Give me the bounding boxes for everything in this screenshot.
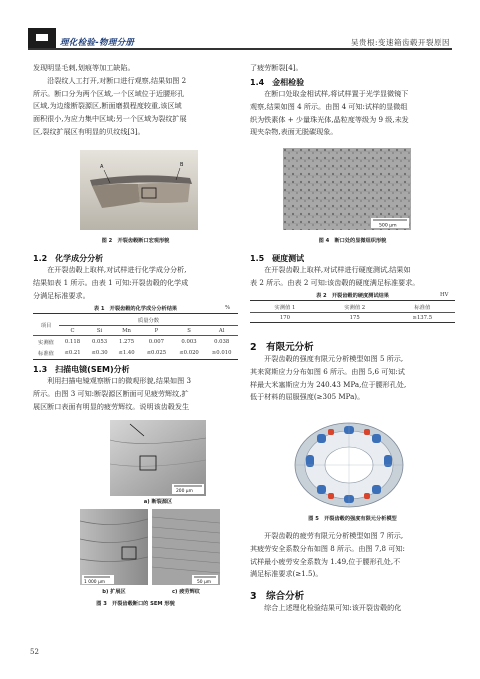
figure-3c-sem-image [152, 509, 220, 585]
table-2-col-header: 实测值 2 [344, 304, 366, 311]
table-2-caption: 表 2 开裂齿毂的硬度测试结果 [316, 293, 389, 299]
journal-logo-icon [28, 28, 56, 48]
section-1-2-paragraph: 在开裂齿毂上取样,对试样进行化学成分分析, 结果如表 1 所示。由表 1 可知:开裂齿毂的化学成 分满足标准要求。 [33, 265, 189, 300]
table-1-col-header: Si [96, 327, 103, 334]
table-1-col-header: S [187, 327, 191, 334]
table-row: 实测值 0.118 0.053 1.275 0.007 0.003 0.038 [33, 336, 238, 348]
table-row: 170 175 ≥137.5 [250, 313, 455, 323]
table-1-col-header: Al [218, 327, 225, 334]
figure-5-fe-model [290, 415, 408, 511]
fig3c-scale: 50 μm [197, 580, 212, 585]
table-1-group-header: 质量分数 [59, 314, 238, 326]
fig4-scale: 500 μm [379, 223, 397, 229]
section-1-3-heading: 1.3 扫描电镜(SEM)分析 [33, 365, 130, 374]
table-1-chemical-composition [33, 313, 238, 360]
table-row: 标准值 ≤0.21 ≤0.30 ≤1.40 ≤0.025 ≤0.020 ≥0.010 [33, 348, 238, 360]
table-1-unit: % [225, 305, 231, 311]
fig3b-scale: 1 000 μm [84, 580, 106, 585]
section-2-paragraph-b: 开裂齿毂的疲劳有限元分析模型如图 7 所示, 其疲劳安全系数分布如图 8 所示。由图 7,8 可知: 试样最小疲劳安全系数为 1.49,位于腰形孔处,不 满足标准要求(≥1.5)。 [250, 531, 405, 579]
intro-paragraph: 发现明显毛刺,划痕等加工缺陷。 沿裂纹人工打开,对断口进行观察,结果如图 2 所示。断口分为两个区域,一个区域位于近腰形孔 区域,为边缘断裂源区,断面磨损程度较重,该区域 面积很小,为应力集中区域;另一个区域为裂纹扩展 区,裂纹扩展区有明显的贝纹线[3]。 [33, 63, 187, 136]
running-title: 吴贵根:变速箱齿毂开裂原因 [350, 38, 450, 47]
table-1-col-header: P [154, 327, 159, 334]
table-1-caption: 表 1 开裂齿毂的化学成分分析结果 [93, 306, 178, 312]
section-2-heading: 2 有限元分析 [250, 342, 314, 353]
figure-2-fracture-photo [80, 150, 198, 230]
fig2-label-b: B [180, 162, 184, 168]
figure-4-microstructure [283, 148, 411, 230]
figure-4-caption: 图 4 断口处的显微组织形貌 [318, 238, 387, 244]
table-1-col-header: Mn [122, 327, 131, 334]
figure-2-caption: 图 2 开裂齿毂断口宏观形貌 [101, 238, 170, 244]
section-1-2-heading: 1.2 化学成分分析 [33, 254, 104, 263]
page-number: 52 [30, 648, 39, 656]
journal-name: 理化检验-物理分册 [60, 38, 135, 48]
figure-3-caption: 图 3 开裂齿毂断口的 SEM 形貌 [96, 601, 175, 607]
section-1-5-heading: 1.5 硬度测试 [250, 254, 305, 263]
section-1-5-paragraph: 在开裂齿毂上取样,对试样进行硬度测试,结果如 表 2 所示。由表 2 可知:该齿毂的硬度满足标准要求。 [250, 265, 420, 287]
fig2-label-a: A [100, 164, 104, 170]
table-1-col-header: C [70, 327, 75, 334]
table-2-col-header: 实测值 1 [274, 304, 296, 311]
table-2-unit: HV [440, 292, 449, 298]
table-1-row-header: 项目 [40, 322, 52, 329]
fig3a-scale: 200 μm [176, 489, 193, 494]
table-2-col-header: 标准值 [414, 304, 431, 311]
section-2-paragraph: 开裂齿毂的强度有限元分析模型如图 5 所示, 其来窝斯应力分布如图 6 所示。由图 5,6 可知:试 样最大米塞斯应力为 240.43 MPa,位于腰形孔处, 低于材料的屈服强度(≥305 MPa)。 [250, 354, 407, 402]
figure-3b-sem-image [80, 509, 148, 585]
figure-3b-subcaption: b) 扩展区 [102, 589, 126, 595]
table-2-hardness [250, 300, 455, 323]
figure-3a-sem-image [110, 420, 206, 496]
section-1-4-heading: 1.4 金相检验 [250, 78, 305, 87]
section-3-heading: 3 综合分析 [250, 591, 305, 602]
page-header [0, 0, 480, 50]
figure-3a-subcaption: a) 断裂源区 [143, 499, 173, 505]
continuation-line: 了疲劳断裂[4]。 [250, 63, 303, 72]
section-1-4-paragraph: 在断口处取金相试样,将试样置于光学显微镜下 观察,结果如图 4 所示。由图 4 可知:试样的显微组 织为铁素体 + 少量珠光体,晶粒度等级为 9 级,未发 现夹杂物,表面无脱碳现象。 [250, 89, 409, 137]
section-1-3-paragraph: 利用扫描电镜观察断口的微观形貌,结果如图 3 所示。由图 3 可知:断裂源区断面可见疲劳辉纹,扩 展区断口表面有明显的疲劳辉纹。说明该齿毂发生 [33, 376, 191, 411]
section-3-paragraph: 综合上述理化检验结果可知:该开裂齿毂的化 [250, 603, 402, 612]
figure-3c-subcaption: c) 疲劳辉纹 [171, 589, 200, 595]
header-rule [28, 48, 452, 50]
figure-5-caption: 图 5 开裂齿毂的强度有限元分析模型 [308, 516, 397, 522]
